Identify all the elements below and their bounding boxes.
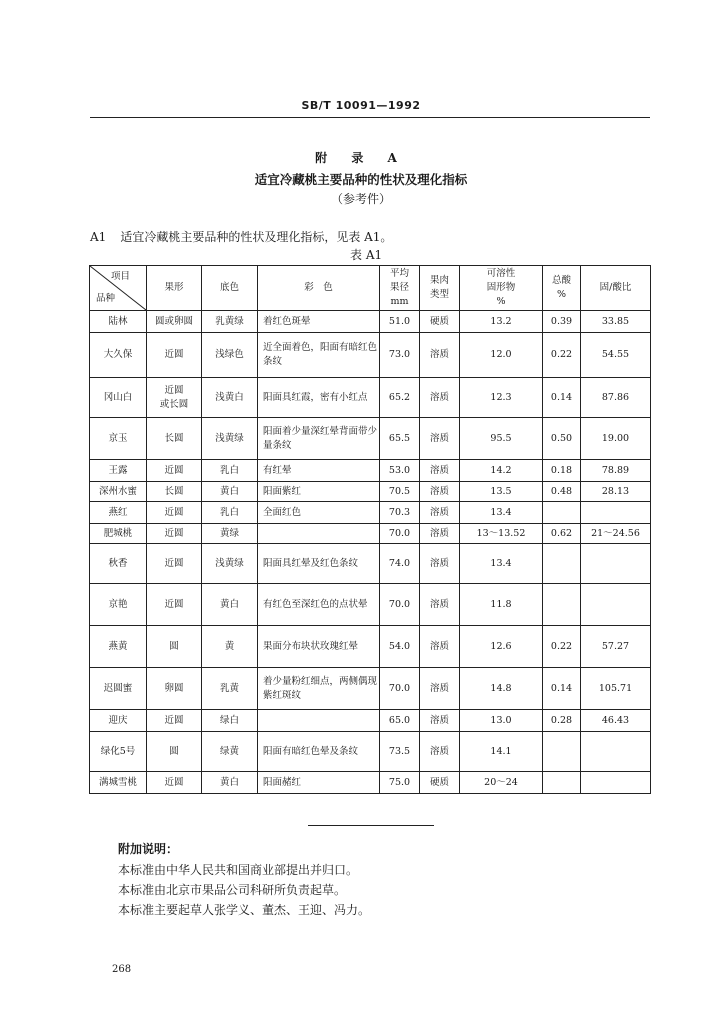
cell-variety: 迎庆: [90, 710, 147, 732]
cell-acid: [543, 544, 581, 584]
cell-variety: 京艳: [90, 584, 147, 626]
cell-flesh: 溶质: [420, 544, 460, 584]
corner-header-cell: [90, 266, 147, 311]
cell-ratio: 78.89: [581, 460, 651, 482]
cell-solids: 13.4: [460, 502, 543, 524]
cell-solids: 95.5: [460, 418, 543, 460]
cell-color: 有红晕: [258, 460, 380, 482]
cell-shape: 近圆 或长圆: [147, 378, 202, 418]
cell-shape: 近圆: [147, 524, 202, 544]
cell-variety: 肥城桃: [90, 524, 147, 544]
cell-variety: 绿化5号: [90, 732, 147, 772]
cell-color: [258, 524, 380, 544]
cell-ratio: [581, 584, 651, 626]
section-text: 适宜冷藏桃主要品种的性状及理化指标，见表 A1。: [120, 230, 393, 244]
table-row: [90, 311, 651, 333]
cell-variety: 深州水蜜: [90, 482, 147, 502]
cell-solids: 13～13.52: [460, 524, 543, 544]
header-overcolor: 彩 色: [258, 266, 380, 311]
corner-header-variety: 品种: [96, 293, 116, 304]
table-row: [90, 418, 651, 460]
cell-ground: 浅黄绿: [202, 418, 258, 460]
note-line: 本标准由北京市果品公司科研所负责起草。: [118, 883, 347, 897]
cell-variety: 陆林: [90, 311, 147, 333]
cell-ground: 黄绿: [202, 524, 258, 544]
cell-shape: 近圆: [147, 502, 202, 524]
cell-color: 全面红色: [258, 502, 380, 524]
cell-shape: 近圆: [147, 544, 202, 584]
cell-ratio: 54.55: [581, 333, 651, 378]
table-row: [90, 710, 651, 732]
cell-ground: 绿白: [202, 710, 258, 732]
cell-acid: 0.14: [543, 668, 581, 710]
cell-acid: 0.48: [543, 482, 581, 502]
cell-solids: 13.4: [460, 544, 543, 584]
header-flesh: 果肉 类型: [420, 266, 460, 311]
cell-ground: 浅黄白: [202, 378, 258, 418]
table-row: [90, 626, 651, 668]
cell-ground: 乳白: [202, 460, 258, 482]
cell-flesh: 溶质: [420, 710, 460, 732]
cell-flesh: 硬质: [420, 311, 460, 333]
cell-variety: 燕红: [90, 502, 147, 524]
page-number: 268: [112, 964, 132, 975]
cell-color: 阳面有暗红色晕及条纹: [258, 732, 380, 772]
cell-size: 75.0: [380, 772, 420, 794]
cell-shape: 长圆: [147, 482, 202, 502]
cell-ground: 黄: [202, 626, 258, 668]
header-acid: 总酸 %: [543, 266, 581, 311]
cell-acid: [543, 732, 581, 772]
table-row: [90, 544, 651, 584]
cell-ratio: 28.13: [581, 482, 651, 502]
cell-shape: 近圆: [147, 460, 202, 482]
cell-color: 近全面着色，阳面有暗红色条纹: [258, 333, 380, 378]
cell-acid: 0.62: [543, 524, 581, 544]
table-row: [90, 502, 651, 524]
cell-ratio: 57.27: [581, 626, 651, 668]
cell-shape: 圆或卵圆: [147, 311, 202, 333]
cell-shape: 卵圆: [147, 668, 202, 710]
cell-flesh: 硬质: [420, 772, 460, 794]
cell-solids: 13.2: [460, 311, 543, 333]
cell-size: 65.5: [380, 418, 420, 460]
cell-solids: 11.8: [460, 584, 543, 626]
cell-ratio: [581, 772, 651, 794]
header-shape: 果形: [147, 266, 202, 311]
cell-flesh: 溶质: [420, 502, 460, 524]
cell-size: 70.3: [380, 502, 420, 524]
cell-variety: 燕黄: [90, 626, 147, 668]
table-row: [90, 460, 651, 482]
cell-variety: 冈山白: [90, 378, 147, 418]
header-ground-color: 底色: [202, 266, 258, 311]
cell-ground: 乳白: [202, 502, 258, 524]
cell-ratio: 19.00: [581, 418, 651, 460]
appendix-label: 附 录 A: [315, 151, 407, 165]
cell-acid: 0.14: [543, 378, 581, 418]
cell-color: 阳面着少量深红晕背面带少量条纹: [258, 418, 380, 460]
cell-ground: 浅绿色: [202, 333, 258, 378]
cell-ground: 绿黄: [202, 732, 258, 772]
header-solids: 可溶性 固形物 %: [460, 266, 543, 311]
table-row: [90, 772, 651, 794]
cell-shape: 近圆: [147, 772, 202, 794]
cell-acid: 0.50: [543, 418, 581, 460]
cell-size: 65.2: [380, 378, 420, 418]
cell-acid: 0.22: [543, 333, 581, 378]
cell-size: 54.0: [380, 626, 420, 668]
corner-header-item: 项目: [110, 271, 130, 282]
document-header: SB/T 10091—1992: [301, 99, 421, 112]
cell-solids: 12.0: [460, 333, 543, 378]
cell-acid: 0.39: [543, 311, 581, 333]
cell-variety: 迟圆蜜: [90, 668, 147, 710]
cell-ratio: 105.71: [581, 668, 651, 710]
cell-acid: 0.28: [543, 710, 581, 732]
cell-color: 着少量粉红细点，两侧偶现紫红斑纹: [258, 668, 380, 710]
table-row: [90, 732, 651, 772]
cell-solids: 12.3: [460, 378, 543, 418]
cell-variety: 秋香: [90, 544, 147, 584]
cell-ratio: [581, 544, 651, 584]
cell-size: 73.5: [380, 732, 420, 772]
table-title: 表 A1: [350, 248, 383, 262]
cell-solids: 20～24: [460, 772, 543, 794]
cell-acid: 0.18: [543, 460, 581, 482]
cell-variety: 京玉: [90, 418, 147, 460]
cell-acid: [543, 584, 581, 626]
cell-flesh: 溶质: [420, 626, 460, 668]
cell-ground: 浅黄绿: [202, 544, 258, 584]
table-row: [90, 584, 651, 626]
cell-shape: 圆: [147, 732, 202, 772]
table-row: [90, 668, 651, 710]
appendix-title: 适宜冷藏桃主要品种的性状及理化指标: [254, 172, 468, 187]
cell-flesh: 溶质: [420, 482, 460, 502]
cell-shape: 近圆: [147, 710, 202, 732]
cell-color: 果面分布块状玫瑰红晕: [258, 626, 380, 668]
cell-ratio: [581, 502, 651, 524]
cell-color: 阳面具红晕及红色条纹: [258, 544, 380, 584]
appendix-note: （参考件）: [330, 192, 391, 206]
cell-flesh: 溶质: [420, 524, 460, 544]
cell-color: 阳面紫红: [258, 482, 380, 502]
section-number: A1: [90, 230, 107, 244]
cell-shape: 圆: [147, 626, 202, 668]
section-intro: [90, 228, 392, 245]
end-rule: [308, 825, 434, 826]
note-line: 本标准由中华人民共和国商业部提出并归口。: [118, 863, 359, 877]
cell-size: 53.0: [380, 460, 420, 482]
cell-size: 70.0: [380, 584, 420, 626]
properties-table: [89, 265, 651, 794]
cell-flesh: 溶质: [420, 732, 460, 772]
cell-variety: 王露: [90, 460, 147, 482]
cell-color: 阳面具红霞，密有小红点: [258, 378, 380, 418]
table-row: [90, 333, 651, 378]
cell-acid: [543, 772, 581, 794]
table-body: [90, 311, 651, 794]
cell-acid: [543, 502, 581, 524]
cell-flesh: 溶质: [420, 418, 460, 460]
cell-shape: 近圆: [147, 333, 202, 378]
cell-flesh: 溶质: [420, 378, 460, 418]
cell-ratio: 21～24.56: [581, 524, 651, 544]
cell-flesh: 溶质: [420, 460, 460, 482]
cell-solids: 13.0: [460, 710, 543, 732]
cell-solids: 13.5: [460, 482, 543, 502]
cell-ground: 乳黄: [202, 668, 258, 710]
cell-ground: 黄白: [202, 772, 258, 794]
cell-ground: 黄白: [202, 482, 258, 502]
cell-color: 有红色至深红色的点状晕: [258, 584, 380, 626]
cell-size: 70.5: [380, 482, 420, 502]
header-rule: [90, 117, 650, 118]
cell-ground: 乳黄绿: [202, 311, 258, 333]
cell-color: [258, 710, 380, 732]
cell-solids: 14.8: [460, 668, 543, 710]
header-size: 平均 果径 mm: [380, 266, 420, 311]
cell-ratio: 46.43: [581, 710, 651, 732]
cell-solids: 14.2: [460, 460, 543, 482]
cell-size: 70.0: [380, 668, 420, 710]
notes-heading: 附加说明：: [118, 842, 179, 856]
cell-acid: 0.22: [543, 626, 581, 668]
cell-size: 51.0: [380, 311, 420, 333]
cell-ratio: [581, 732, 651, 772]
cell-size: 70.0: [380, 524, 420, 544]
cell-flesh: 溶质: [420, 668, 460, 710]
cell-flesh: 溶质: [420, 333, 460, 378]
cell-flesh: 溶质: [420, 584, 460, 626]
cell-solids: 14.1: [460, 732, 543, 772]
table-row: [90, 524, 651, 544]
cell-color: 阳面赭红: [258, 772, 380, 794]
cell-size: 74.0: [380, 544, 420, 584]
cell-ratio: 33.85: [581, 311, 651, 333]
cell-shape: 近圆: [147, 584, 202, 626]
cell-shape: 长圆: [147, 418, 202, 460]
cell-variety: 满城雪桃: [90, 772, 147, 794]
table-header-row: [90, 266, 651, 311]
header-ratio: 固/酸比: [581, 266, 651, 311]
cell-variety: 大久保: [90, 333, 147, 378]
note-line: 本标准主要起草人张学义、董杰、王迎、冯力。: [118, 903, 371, 917]
table-row: [90, 378, 651, 418]
cell-solids: 12.6: [460, 626, 543, 668]
cell-size: 73.0: [380, 333, 420, 378]
cell-size: 65.0: [380, 710, 420, 732]
cell-ground: 黄白: [202, 584, 258, 626]
table-row: [90, 482, 651, 502]
cell-ratio: 87.86: [581, 378, 651, 418]
cell-color: 着红色斑晕: [258, 311, 380, 333]
